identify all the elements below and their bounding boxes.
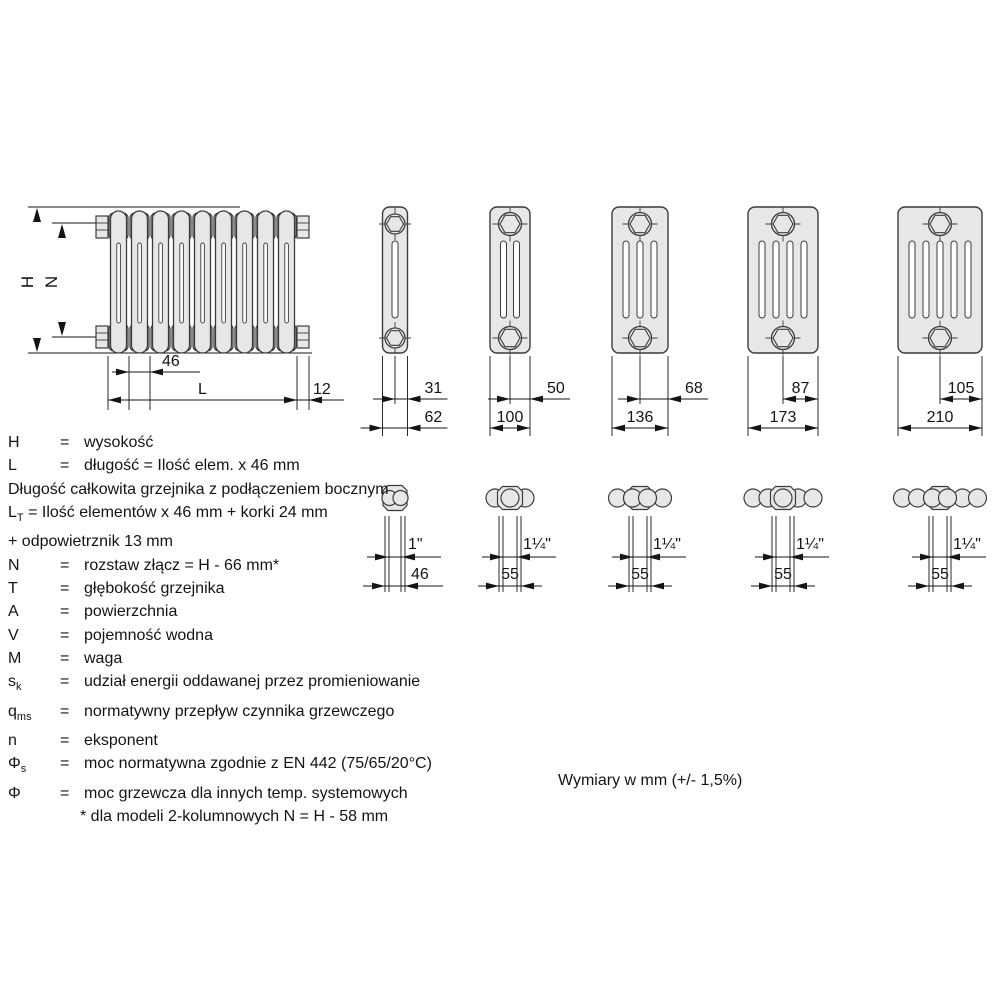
dim-thread-6-column: 1¼" <box>953 536 981 553</box>
dim-half-6-column: 105 <box>947 380 975 397</box>
element-slot <box>392 241 398 318</box>
legend-symbol: Φ <box>8 784 21 802</box>
plug-circle <box>772 213 795 236</box>
dim-full-5-column: 173 <box>769 409 797 426</box>
legend-equals: = <box>60 603 70 621</box>
legend-symbol: A <box>8 603 19 621</box>
pipe-circle <box>774 489 792 507</box>
top-view-5-column <box>744 487 829 593</box>
pipe-boss <box>297 216 309 238</box>
pipe-boss <box>96 216 108 238</box>
legend-equals: = <box>60 702 70 720</box>
dim-pitch-2-column: 46 <box>411 566 429 583</box>
legend-description: normatywny przepływ czynnika grzewczego <box>84 702 395 720</box>
pipe-boss <box>96 326 108 348</box>
legend-description: udział energii oddawanej przez promieniowanie <box>84 673 421 691</box>
legend-description: Długość całkowita grzejnika z podłączeniem bocznym <box>8 480 389 498</box>
legend-item <box>8 670 478 699</box>
dim-pitch-6-column: 55 <box>931 566 949 583</box>
dim-half-2-column: 31 <box>424 380 443 397</box>
legend-symbol: H <box>8 434 20 451</box>
legend-description: rozstaw złącz = H - 66 mm* <box>84 556 280 574</box>
side-view-3-column <box>488 207 570 437</box>
dim-pitch-3-column: 55 <box>501 566 519 583</box>
dim-thread-3-column: 1¼" <box>523 536 551 553</box>
legend-item <box>8 501 478 530</box>
plug-circle <box>929 327 952 350</box>
top-view-3-column <box>478 487 556 593</box>
pipe-circle <box>501 489 519 507</box>
element-slot <box>909 241 915 318</box>
legend-description: * dla modeli 2-kolumnowych N = H - 58 mm <box>80 808 389 826</box>
legend-description: wysokość <box>84 434 154 451</box>
legend-symbol: T <box>8 579 18 597</box>
plug-circle <box>629 213 652 236</box>
element-slot <box>773 241 779 318</box>
legend-item <box>8 600 478 623</box>
legend-description: długość = Ilość elem. x 46 mm <box>84 457 300 475</box>
dim-half-3-column: 50 <box>547 380 565 397</box>
legend-symbol: $\Phi_s$ <box>8 755 27 776</box>
dim-full-2-column: 62 <box>424 409 443 426</box>
legend-symbol: N <box>8 556 20 574</box>
top-view-6-column <box>894 487 987 593</box>
legend-description: + odpowietrznik 13 mm <box>8 533 173 551</box>
legend-equals: = <box>60 732 70 750</box>
legend-symbol: $q_{ms}$ <box>8 702 32 723</box>
dim-full-6-column: 210 <box>926 409 954 426</box>
legend-item <box>8 431 478 454</box>
legend-description: głębokość grzejnika <box>84 579 225 597</box>
dim-thread-2-column: 1" <box>408 536 423 553</box>
dim-pitch-4-column: 55 <box>631 566 649 583</box>
dim-half-5-column: 87 <box>791 380 810 397</box>
element-slot <box>923 241 929 318</box>
legend-equals: = <box>60 755 70 773</box>
element-slot <box>637 241 643 318</box>
legend-equals: = <box>60 626 70 644</box>
legend-description: powierzchnia <box>84 603 178 621</box>
element-slot <box>937 241 943 318</box>
legend-equals: = <box>60 457 70 475</box>
element-slot <box>501 241 507 318</box>
plug-circle <box>499 327 522 350</box>
legend-equals: = <box>60 784 70 802</box>
legend-equals: = <box>28 503 42 521</box>
element-slot <box>951 241 957 318</box>
front-label-height: H <box>18 275 37 289</box>
pipe-circle <box>804 489 822 507</box>
legend-item <box>8 454 478 477</box>
legend-item <box>8 782 478 805</box>
dim-half-4-column: 68 <box>685 380 703 397</box>
element-slot <box>651 241 657 318</box>
side-view-4-column <box>612 207 708 437</box>
legend-description: moc grzewcza dla innych temp. systemowych <box>84 784 408 802</box>
legend-item <box>8 624 478 647</box>
dim-pitch-5-column: 55 <box>774 566 792 583</box>
side-view-5-column <box>748 207 818 437</box>
element-slot <box>623 241 629 318</box>
legend-description: eksponent <box>84 732 158 750</box>
front-dim-length: L <box>198 381 207 398</box>
plug-circle <box>629 327 652 350</box>
legend-item <box>8 530 478 553</box>
symbol-legend <box>8 431 478 829</box>
element-slot <box>787 241 793 318</box>
legend-equals: = <box>60 649 70 667</box>
legend-equals: = <box>60 673 70 691</box>
pipe-boss <box>297 326 309 348</box>
legend-symbol: M <box>8 649 22 667</box>
front-dim-extra: 12 <box>313 381 331 398</box>
front-view-radiator <box>18 207 344 410</box>
legend-equals: = <box>60 579 70 597</box>
legend-item <box>8 554 478 577</box>
legend-item <box>8 700 478 729</box>
element-slot <box>514 241 520 318</box>
legend-description: moc normatywna zgodnie z EN 442 (75/65/20°C) <box>84 755 432 773</box>
legend-item <box>8 647 478 670</box>
legend-symbol: L <box>8 457 17 475</box>
dim-thread-4-column: 1¼" <box>653 536 681 553</box>
legend-symbol: $s_k$ <box>8 673 22 694</box>
dim-full-3-column: 100 <box>496 409 524 426</box>
legend-equals: = <box>60 556 70 574</box>
legend-item <box>8 805 478 828</box>
element-slot <box>801 241 807 318</box>
dim-full-4-column: 136 <box>626 409 654 426</box>
legend-description: Ilość elementów x 46 mm + korki 24 mm <box>41 503 328 521</box>
legend-item <box>8 478 478 501</box>
front-dim-element: 46 <box>162 353 180 370</box>
legend-description: waga <box>84 649 123 667</box>
plug-circle <box>772 327 795 350</box>
legend-item <box>8 729 478 752</box>
plug-circle <box>499 213 522 236</box>
pipe-circle <box>969 489 987 507</box>
side-view-6-column <box>898 207 982 437</box>
legend-symbol: $L_T$ <box>8 503 24 525</box>
legend-symbol: n <box>8 732 17 750</box>
legend-symbol: V <box>8 626 19 644</box>
legend-description: pojemność wodna <box>84 626 213 644</box>
top-view-4-column <box>608 487 686 593</box>
legend-item <box>8 752 478 781</box>
dimensions-note: Wymiary w mm (+/- 1,5%) <box>558 772 743 789</box>
legend-equals: = <box>60 434 70 451</box>
dim-thread-5-column: 1¼" <box>796 536 824 553</box>
element-slot <box>759 241 765 318</box>
element-slot <box>965 241 971 318</box>
legend-item <box>8 577 478 600</box>
front-label-spacing: N <box>42 275 61 289</box>
pipe-circle <box>939 489 957 507</box>
pipe-circle <box>639 489 657 507</box>
side-view-2-column <box>361 207 448 436</box>
plug-circle <box>929 213 952 236</box>
